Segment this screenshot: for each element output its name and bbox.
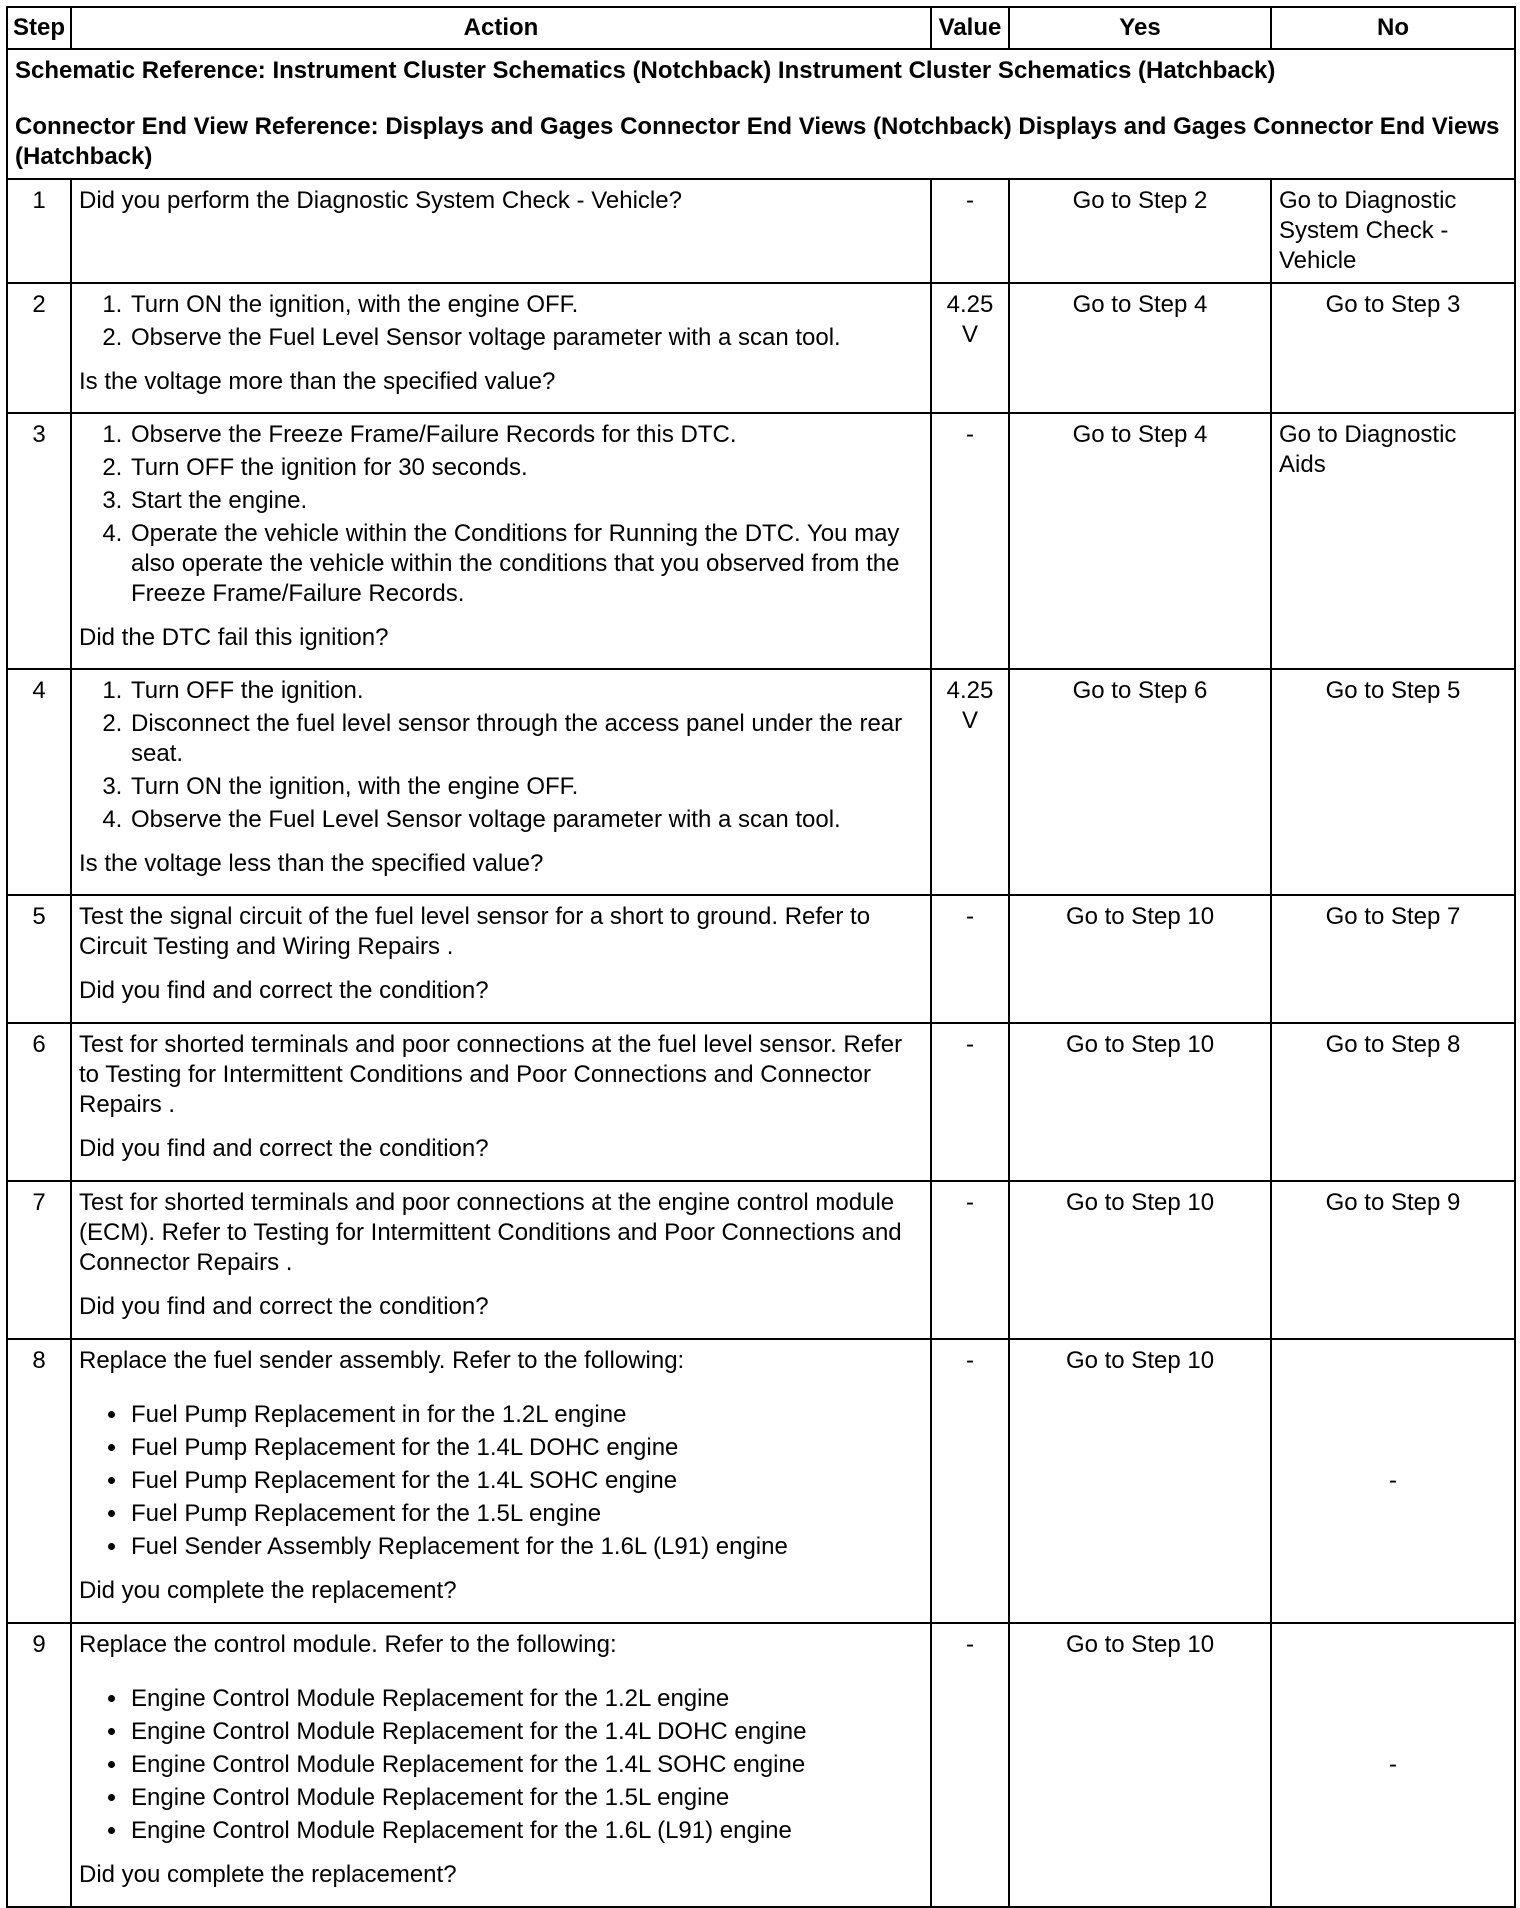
action-step-item: 3. Turn ON the ignition, with the engine OFF.	[129, 772, 923, 802]
action-cell	[71, 179, 931, 283]
table-row	[7, 413, 1515, 669]
action-step-item: 2. Disconnect the fuel level sensor through the access panel under the rear seat.	[129, 709, 923, 769]
action-bullet-item: • Fuel Pump Replacement for the 1.5L engine	[129, 1499, 923, 1529]
action-question: Did you find and correct the condition?	[79, 1293, 489, 1320]
header-no: No	[1271, 7, 1515, 49]
yes-cell: Go to Step 6	[1009, 669, 1271, 895]
no-cell: -	[1271, 1339, 1515, 1623]
action-text: Replace the fuel sender assembly. Refer to the following:	[79, 1347, 685, 1374]
no-cell: Go to Diagnostic System Check - Vehicle	[1271, 179, 1515, 283]
action-question: Did you complete the replacement?	[79, 1577, 457, 1604]
action-bullet-item: • Fuel Sender Assembly Replacement for the 1.6L (L91) engine	[129, 1532, 923, 1562]
no-cell: Go to Step 5	[1271, 669, 1515, 895]
table-row	[7, 1181, 1515, 1339]
step-number: 7	[7, 1181, 71, 1339]
action-bullet-item: • Engine Control Module Replacement for the 1.4L SOHC engine	[129, 1750, 923, 1780]
step-number: 5	[7, 895, 71, 1023]
yes-cell: Go to Step 10	[1009, 1023, 1271, 1181]
action-cell	[71, 1339, 931, 1623]
action-step-item: 3. Start the engine.	[129, 486, 923, 516]
yes-cell: Go to Step 10	[1009, 895, 1271, 1023]
step-number: 8	[7, 1339, 71, 1623]
table-row	[7, 895, 1515, 1023]
table-row	[7, 1623, 1515, 1907]
reference-cell	[7, 49, 1515, 179]
value-cell: 4.25 V	[931, 283, 1009, 413]
table-row	[7, 179, 1515, 283]
action-steps	[79, 290, 923, 353]
table-row	[7, 1339, 1515, 1623]
action-step-item: 2. Turn OFF the ignition for 30 seconds.	[129, 453, 923, 483]
diagnostic-table	[6, 6, 1516, 1908]
action-bullet-item: • Fuel Pump Replacement for the 1.4L DOHC engine	[129, 1433, 923, 1463]
yes-cell: Go to Step 4	[1009, 283, 1271, 413]
table-row	[7, 669, 1515, 895]
yes-cell: Go to Step 2	[1009, 179, 1271, 283]
action-step-item: 1. Turn ON the ignition, with the engine OFF.	[129, 290, 923, 320]
step-number: 1	[7, 179, 71, 283]
action-steps	[79, 420, 923, 609]
value-cell: -	[931, 1181, 1009, 1339]
action-cell	[71, 895, 931, 1023]
no-cell: Go to Step 7	[1271, 895, 1515, 1023]
action-bullet-item: • Engine Control Module Replacement for the 1.5L engine	[129, 1783, 923, 1813]
action-cell	[71, 1023, 931, 1181]
value-cell: -	[931, 1339, 1009, 1623]
action-question: Is the voltage more than the specified value?	[79, 368, 556, 395]
no-cell: Go to Step 8	[1271, 1023, 1515, 1181]
action-question: Is the voltage less than the specified value?	[79, 850, 544, 877]
step-number: 9	[7, 1623, 71, 1907]
value-cell: -	[931, 895, 1009, 1023]
step-number: 3	[7, 413, 71, 669]
yes-cell: Go to Step 10	[1009, 1623, 1271, 1907]
header-yes: Yes	[1009, 7, 1271, 49]
value-cell: -	[931, 179, 1009, 283]
header-row	[7, 7, 1515, 49]
action-bullet-item: • Engine Control Module Replacement for the 1.6L (L91) engine	[129, 1816, 923, 1846]
action-step-item: 1. Turn OFF the ignition.	[129, 676, 923, 706]
header-action: Action	[71, 7, 931, 49]
table-row	[7, 1023, 1515, 1181]
action-text: Test for shorted terminals and poor connections at the fuel level sensor. Refer to Testing for Intermittent Conditions and Poor Connections and Connector Repairs .	[79, 1031, 903, 1118]
action-text: Test the signal circuit of the fuel level sensor for a short to ground. Refer to Circuit Testing and Wiring Repairs .	[79, 903, 871, 960]
action-step-item: 2. Observe the Fuel Level Sensor voltage parameter with a scan tool.	[129, 323, 923, 353]
action-question: Did you find and correct the condition?	[79, 1135, 489, 1162]
action-bullet-item: • Engine Control Module Replacement for the 1.4L DOHC engine	[129, 1717, 923, 1747]
yes-cell: Go to Step 10	[1009, 1181, 1271, 1339]
no-cell: -	[1271, 1623, 1515, 1907]
action-bullet-item: • Fuel Pump Replacement in for the 1.2L engine	[129, 1400, 923, 1430]
action-question: Did you find and correct the condition?	[79, 977, 489, 1004]
table-row	[7, 283, 1515, 413]
yes-cell: Go to Step 10	[1009, 1339, 1271, 1623]
action-steps	[79, 676, 923, 835]
step-number: 6	[7, 1023, 71, 1181]
value-cell: -	[931, 413, 1009, 669]
action-cell	[71, 669, 931, 895]
step-number: 2	[7, 283, 71, 413]
connector-reference: Connector End View Reference: Displays and Gages Connector End Views (Notchback) Displays and Gages Connector End Views (Hatchback)	[15, 113, 1500, 170]
action-cell	[71, 283, 931, 413]
action-step-item: 4. Observe the Fuel Level Sensor voltage parameter with a scan tool.	[129, 805, 923, 835]
header-step: Step	[7, 7, 71, 49]
action-bullet-item: • Engine Control Module Replacement for the 1.2L engine	[129, 1684, 923, 1714]
step-number: 4	[7, 669, 71, 895]
diagnostic-document	[6, 6, 1514, 1908]
no-cell: Go to Step 3	[1271, 283, 1515, 413]
action-text: Did you perform the Diagnostic System Check - Vehicle?	[79, 187, 682, 214]
action-cell	[71, 1623, 931, 1907]
header-value: Value	[931, 7, 1009, 49]
value-cell: -	[931, 1023, 1009, 1181]
schematic-reference: Schematic Reference: Instrument Cluster Schematics (Notchback) Instrument Cluster Schematics (Hatchback)	[15, 57, 1276, 84]
action-text: Replace the control module. Refer to the following:	[79, 1631, 617, 1658]
action-cell	[71, 413, 931, 669]
action-step-item: 1. Observe the Freeze Frame/Failure Records for this DTC.	[129, 420, 923, 450]
yes-cell: Go to Step 4	[1009, 413, 1271, 669]
action-cell	[71, 1181, 931, 1339]
value-cell: -	[931, 1623, 1009, 1907]
action-step-item: 4. Operate the vehicle within the Conditions for Running the DTC. You may also operate the vehicle within the conditions that you observed from the Freeze Frame/Failure Records.	[129, 519, 923, 609]
reference-row	[7, 49, 1515, 179]
action-bullet-item: • Fuel Pump Replacement for the 1.4L SOHC engine	[129, 1466, 923, 1496]
action-bullets	[79, 1684, 923, 1846]
no-cell: Go to Step 9	[1271, 1181, 1515, 1339]
no-cell: Go to Diagnostic Aids	[1271, 413, 1515, 669]
action-question: Did the DTC fail this ignition?	[79, 624, 389, 651]
action-question: Did you complete the replacement?	[79, 1861, 457, 1888]
value-cell: 4.25 V	[931, 669, 1009, 895]
action-bullets	[79, 1400, 923, 1562]
action-text: Test for shorted terminals and poor connections at the engine control module (ECM). Refer to Testing for Intermittent Conditions and Poor Connections and Connector Repairs .	[79, 1189, 902, 1276]
